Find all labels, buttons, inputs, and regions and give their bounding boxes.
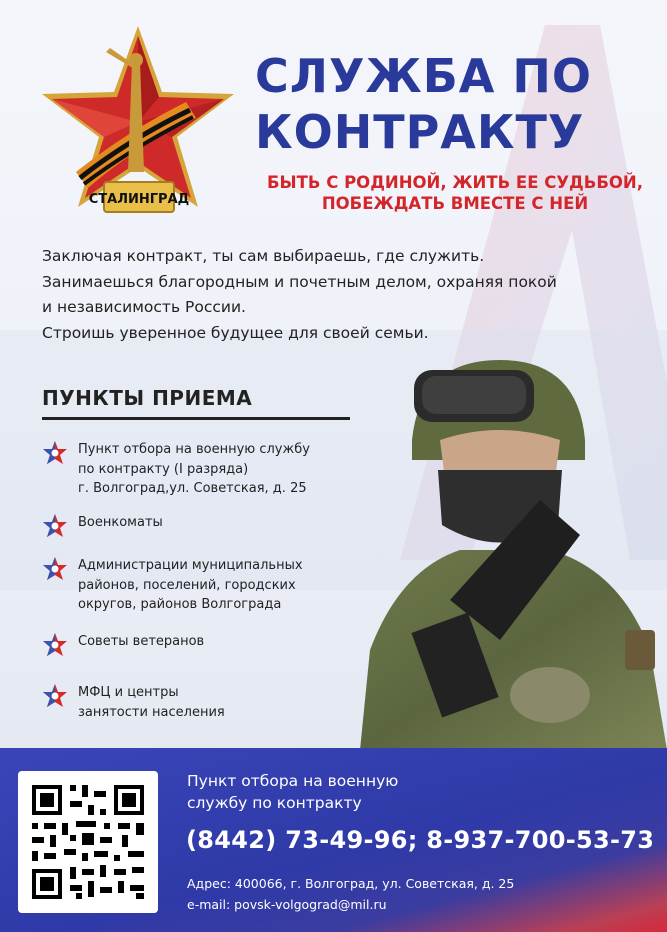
slogan-line: ПОБЕЖДАТЬ ВМЕСТЕ С НЕЙ [321,194,589,213]
contact-block [187,873,514,915]
footer-label-line: Пункт отбора на военную [187,772,399,790]
emblem-label: СТАЛИНГРАД [88,192,190,207]
red-blue-star-icon [42,440,68,466]
points-title: ПУНКТЫ ПРИЕМА [42,386,253,410]
slogan [245,172,665,214]
item-line: по контракту (I разряда) [78,461,249,477]
qr-code-icon[interactable] [18,771,158,913]
red-blue-star-icon [42,513,68,539]
intro-line: Заключая контракт, ты сам выбираешь, где служить. [42,247,485,265]
section-divider [42,417,350,420]
footer-label [187,770,487,814]
title-line: КОНТРАКТУ [255,105,585,159]
intro-line: Строишь уверенное будущее для своей семьи. [42,323,429,342]
red-blue-star-icon [42,683,68,709]
page-title [255,48,655,160]
stalingrad-emblem-icon [36,22,241,222]
item-line: Военкоматы [78,515,163,530]
item-line: г. Волгоград,ул. Советская, д. 25 [78,481,307,496]
address-text: Адрес: 400066, г. Волгоград, ул. Советская, д. 25 [187,876,515,891]
intro-text [42,244,602,346]
item-line: Пункт отбора на военную службу [78,442,310,457]
item-line: округов, районов Волгограда [78,597,282,612]
slogan-line: БЫТЬ С РОДИНОЙ, ЖИТЬ ЕЕ СУДЬБОЙ, [266,173,644,192]
item-line: занятости населения [78,704,225,720]
footer-label-line: службу по контракту [187,794,362,812]
item-line: Администрации муниципальных [78,558,303,573]
email-link[interactable]: e-mail: povsk-volgograd@mil.ru [187,897,387,912]
red-blue-star-icon [42,556,68,582]
item-line: МФЦ и центры [78,685,179,700]
soldier-illustration [340,350,667,750]
intro-line: Занимаешься благородным и почетным делом, охраняя покой [42,272,557,291]
red-blue-star-icon [42,632,68,658]
item-line: Советы ветеранов [78,634,205,649]
title-line: СЛУЖБА ПО [255,49,593,103]
item-line: районов, поселений, городских [78,577,296,593]
intro-line: и независимость России. [42,298,246,316]
phone-numbers[interactable]: (8442) 73-49-96; 8-937-700-53-73 [186,826,655,854]
